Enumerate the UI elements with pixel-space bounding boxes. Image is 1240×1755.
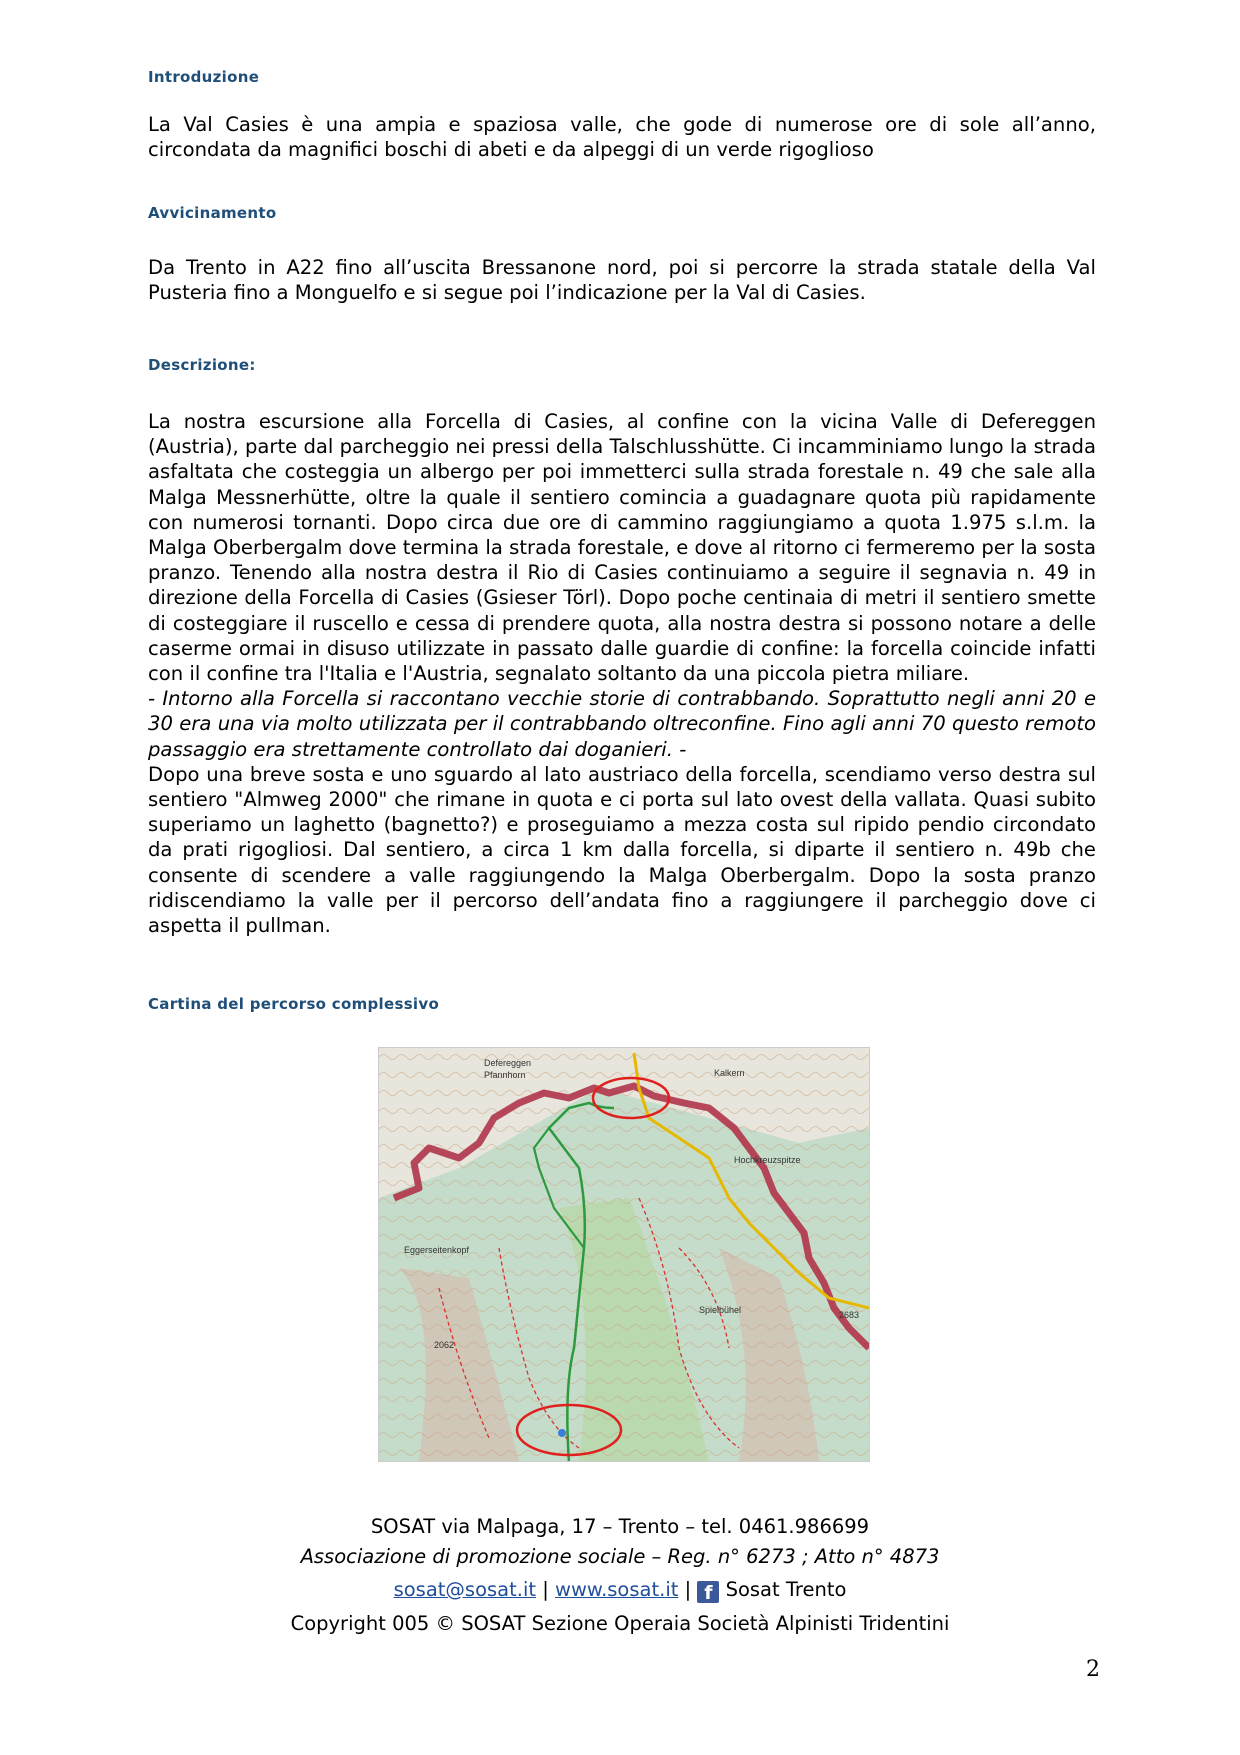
parking-marker bbox=[558, 1429, 566, 1437]
map-label-defereggen: Defereggen bbox=[484, 1058, 532, 1068]
map-label-pfannhorn: Pfannhorn bbox=[484, 1070, 526, 1080]
route-map-image bbox=[378, 1047, 870, 1462]
description-heading: Descrizione: bbox=[148, 356, 256, 374]
topographic-map bbox=[379, 1048, 869, 1461]
map-label-hochkreuzspitze: Hochkreuzspitze bbox=[734, 1155, 801, 1165]
description-paragraph-1: La nostra escursione alla Forcella di Casies, al confine con la vicina Valle di Defereggen (Austria), parte dal parcheggio nei pressi della Talschlusshütte. Ci incamminiamo lungo la strada asfaltata che costeggia un albergo per poi immetterci sulla strada forestale n. 49 che sale alla Malga Messnerhütte, oltre la quale il sentiero comincia a guadagnare quota più rapidamente con numerosi tornanti. Dopo circa due ore di cammino raggiungiamo a quota 1.975 s.l.m. la Malga Oberbergalm dove termina la strada forestale, e dove al ritorno ci fermeremo per la sosta pranzo. Tenendo alla nostra destra il Rio di Casies continuiamo a seguire il segnavia n. 49 in direzione della Forcella di Casies (Gsieser Törl). Dopo poche centinaia di metri il sentiero smette di costeggiare il ruscello e cessa di prendere quota, alla nostra destra si possono notare a delle caserme ormai in disuso utilizzate in passato dalle guardie di confine: la forcella coincide infatti con il confine tra l'Italia e l'Austria, segnalato soltanto da una piccola pietra miliare. bbox=[148, 410, 1096, 686]
footer-separator: | bbox=[542, 1578, 549, 1601]
footer-separator: | bbox=[684, 1578, 692, 1601]
footer-contacts bbox=[0, 1578, 1240, 1603]
map-label-spielbuehel: Spielbühel bbox=[699, 1305, 742, 1315]
map-label-kalkern: Kalkern bbox=[714, 1068, 745, 1078]
intro-text: La Val Casies è una ampia e spaziosa valle, che gode di numerose ore di sole all’anno, circondata da magnifici boschi di abeti e da alpeggi di un verde rigoglioso bbox=[148, 113, 1096, 162]
email-link[interactable]: sosat@sosat.it bbox=[393, 1578, 537, 1601]
intro-paragraph bbox=[148, 112, 1096, 162]
intro-heading: Introduzione bbox=[148, 68, 260, 86]
approach-heading: Avvicinamento bbox=[148, 204, 277, 222]
approach-text: Da Trento in A22 fino all’uscita Bressanone nord, poi si percorre la strada statale della Val Pusteria fino a Monguelfo e si segue poi l’indicazione per la Val di Casies. bbox=[148, 256, 1096, 305]
page-number: 2 bbox=[1086, 1657, 1100, 1682]
map-label-2062: 2062 bbox=[434, 1340, 455, 1350]
footer-association: Associazione di promozione sociale – Reg. n° 6273 ; Atto n° 4873 bbox=[300, 1545, 940, 1568]
description-body bbox=[148, 409, 1096, 938]
description-paragraph-3: Dopo una breve sosta e uno sguardo al lato austriaco della forcella, scendiamo verso destra sul sentiero "Almweg 2000" che rimane in quota e ci porta sul lato ovest della vallata. Quasi subito superiamo un laghetto (bagnetto?) e proseguiamo a mezza costa sul ripido pendio circondato da prati rigogliosi. Dal sentiero, a circa 1 km dalla forcella, si diparte il sentiero n. 49b che consente di scendere a valle raggiungendo la Malga Oberbergalm. Dopo la sosta pranzo ridiscendiamo la valle per il percorso dell’andata fino a raggiungere il parcheggio dove ci aspetta il pullman. bbox=[148, 762, 1096, 938]
facebook-label[interactable]: Sosat Trento bbox=[725, 1578, 847, 1601]
website-link[interactable]: www.sosat.it bbox=[555, 1578, 679, 1601]
description-paragraph-2: - Intorno alla Forcella si raccontano vecchie storie di contrabbando. Soprattutto negli anni 20 e 30 era una via molto utilizzata per il contrabbando oltreconfine. Fino agli anni 70 questo remoto passaggio era strettamente controllato dai doganieri. - bbox=[148, 687, 1096, 761]
map-label-2683: 2683 bbox=[839, 1310, 860, 1320]
approach-paragraph bbox=[148, 255, 1096, 305]
facebook-icon[interactable]: f bbox=[697, 1581, 719, 1603]
map-heading: Cartina del percorso complessivo bbox=[148, 995, 440, 1013]
footer-address: SOSAT via Malpaga, 17 – Trento – tel. 0461.986699 bbox=[370, 1515, 870, 1538]
footer-copyright: Copyright 005 © SOSAT Sezione Operaia Società Alpinisti Tridentini bbox=[290, 1612, 950, 1635]
map-label-eggerseitenkopf: Eggerseitenkopf bbox=[404, 1245, 470, 1255]
